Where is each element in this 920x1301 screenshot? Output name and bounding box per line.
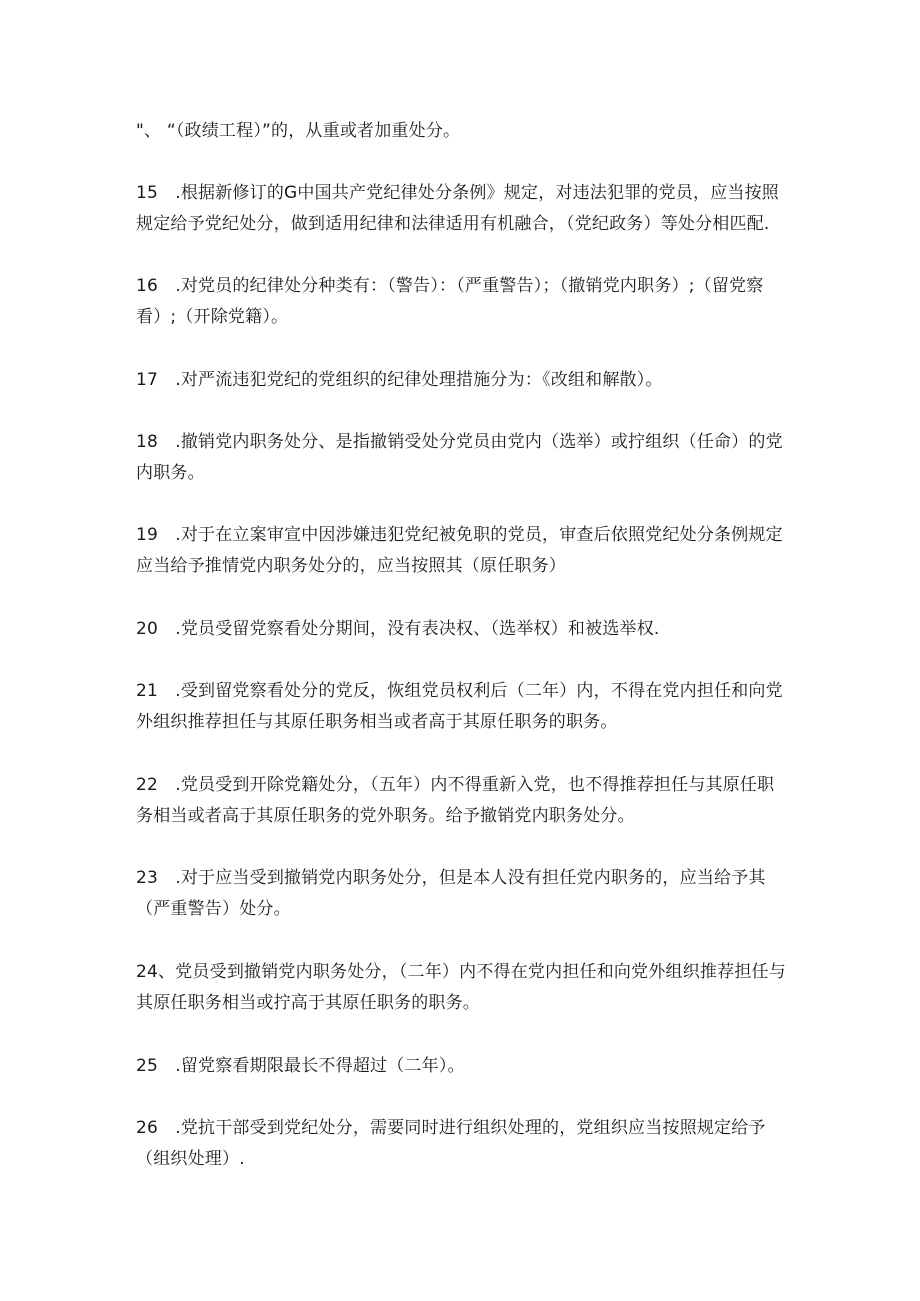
paragraph-item-25: 25 .留党察看期限最长不得超过（二年）。 bbox=[136, 1056, 465, 1076]
paragraph-item-17: 17 .对严流违犯党纪的党组织的纪律处理措施分为：《改组和解散）。 bbox=[136, 370, 663, 390]
paragraph-item-19: 19 .对于在立案审宣中因涉嫌违犯党纪被免职的党员，审查后依照党纪处分条例规定应当给予推情党内职务处分的，应当按照其（原任职务） bbox=[136, 525, 783, 576]
paragraph-item-15: 15 .根据新修订的G中国共产党纪律处分条例》规定，对违法犯罪的党员，应当按照规定给予党纪处分，做到适用纪律和法律适用有机融合，（党纪政务）等处分相匹配. bbox=[136, 183, 780, 234]
paragraph-item-24: 24、党员受到撤销党内职务处分，（二年）内不得在党内担任和向党外组织推荐担任与其原任职务相当或拧高于其原任职务的职务。 bbox=[136, 962, 786, 1013]
paragraph-item-22: 22 .党员受到开除党籍处分，（五年）内不得重新入党，也不得推荐担任与其原任职务相当或者高于其原任职务的党外职务。给予撤销党内职务处分。 bbox=[136, 775, 775, 826]
paragraph-fragment: "、 “（政绩工程）”的，从重或者加重处分。 bbox=[136, 121, 461, 141]
paragraph-item-23: 23 .对于应当受到撤销党内职务处分，但是本人没有担任党内职务的，应当给予其（严重警告）处分。 bbox=[136, 868, 766, 919]
paragraph-item-20: 20 .党员受留党察看处分期间，没有表决权、（选举权）和被选举权. bbox=[136, 619, 660, 639]
paragraph-item-21: 21 .受到留党察看处分的党反，恢组党员权利后（二年）内，不得在党内担任和向党外组织推荐担任与其原任职务相当或者高于其原任职务的职务。 bbox=[136, 681, 783, 732]
paragraph-item-16: 16 .对党员的纪律处分种类有：（警告）：（严重警告）；（撤销党内职务）;（留党察看）;（开除党籍）。 bbox=[136, 276, 764, 327]
paragraph-item-18: 18 .撤销党内职务处分、是指撤销受处分党员由党内（选举）或拧组织（任命）的党内职务。 bbox=[136, 432, 783, 483]
paragraph-item-26: 26 .党抗干部受到党纪处分，需要同时进行组织处理的，党组织应当按照规定给予（组织处理）. bbox=[136, 1118, 766, 1169]
